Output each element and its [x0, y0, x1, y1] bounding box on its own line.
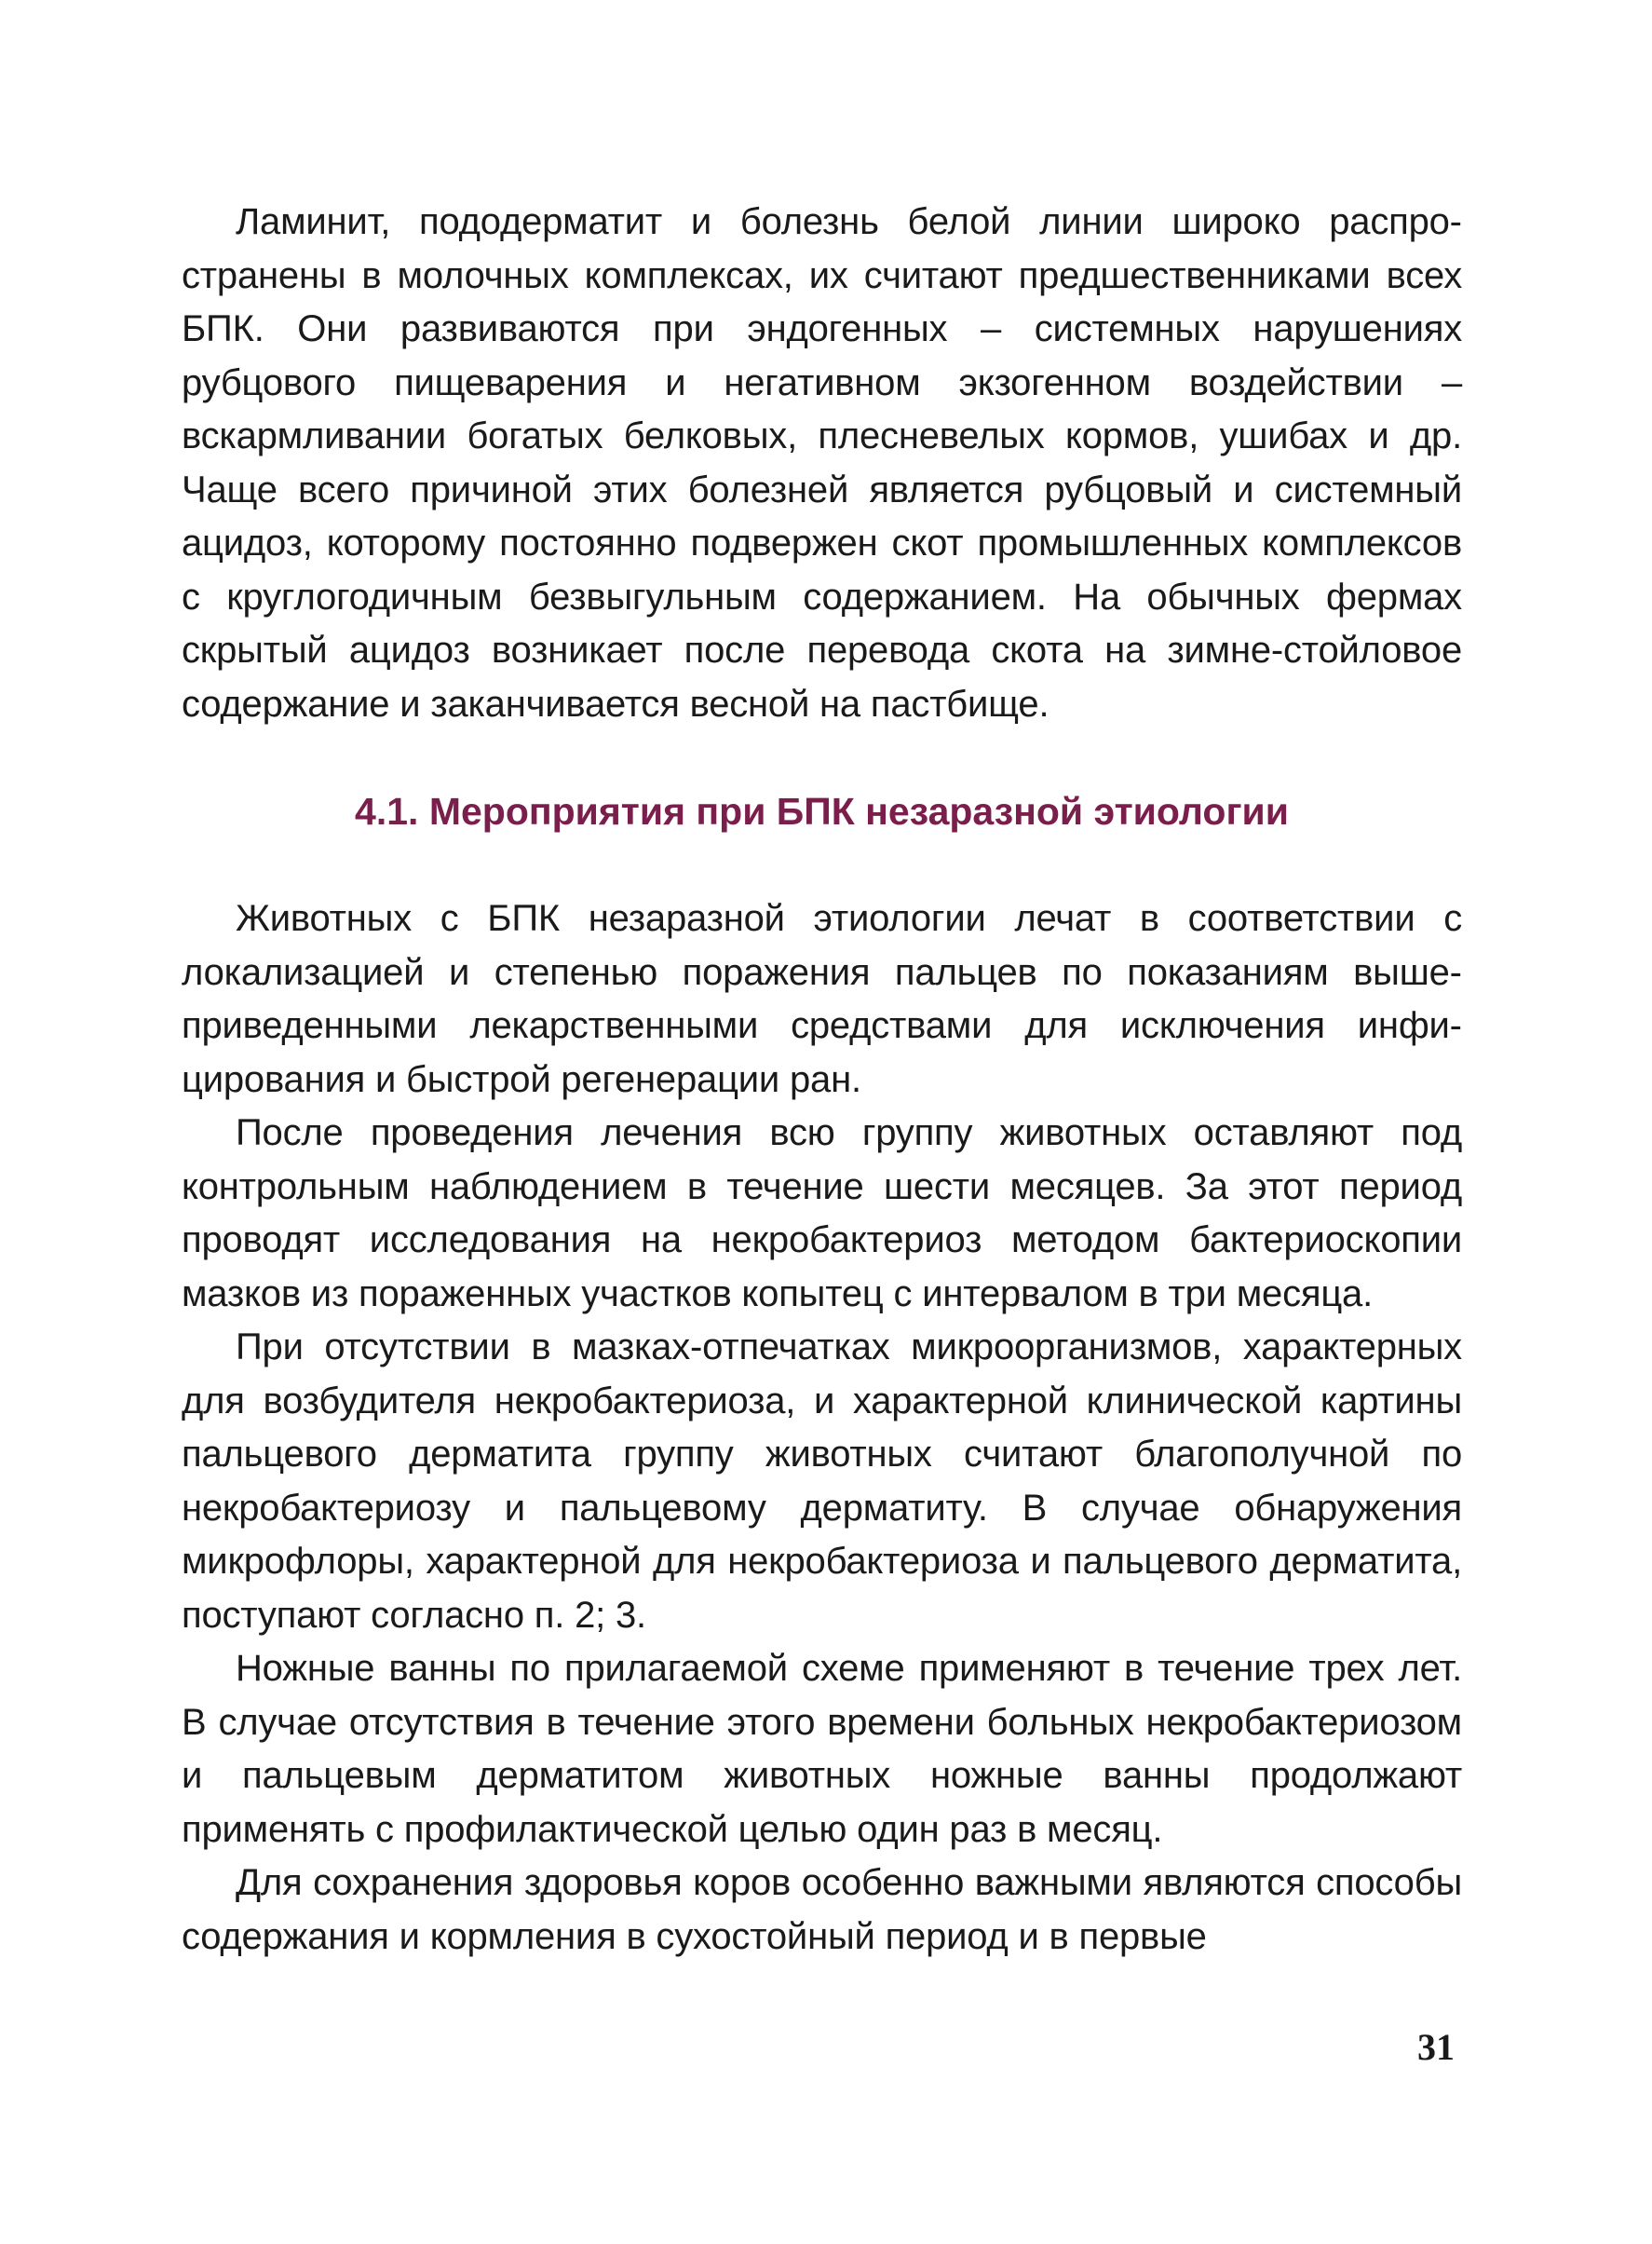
section-heading: 4.1. Мероприятия при БПК незаразной этиологии — [355, 790, 1289, 833]
paragraph-observation: После проведения лечения всю группу животных оставляют под контрольным наблюдением в течение шести месяцев. За этот период проводят исследования на некробактериоз методом бактериоскопии мазков из пораженных участков копытец с интервалом в три месяца. — [182, 1112, 1462, 1314]
page-content — [182, 196, 1462, 1964]
paragraph-smear-results: При отсутствии в мазках-отпечатках микроорганизмов, характерных для возбудителя некробактериоза, и характерной клинической картины пальцевого дерматита группу животных считают благополучной по некробактериозу и пальцевому дерматиту. В случае обнаружения микрофлоры, характерной для некробактериоза и пальцевого дерматита, поступают согласно п. 2; 3. — [182, 1326, 1462, 1636]
body-text — [182, 196, 1462, 1964]
page-number: 31 — [1417, 2026, 1455, 2068]
paragraph-laminitis: Ламинит, пододерматит и болезнь белой линии широко распространены в молочных комплексах, их считают предшественниками всех БПК. Они развиваются при эндогенных – системных нарушениях рубцового пищеварения и негативном экзогенном воздействии – вскармливании богатых белковых, плесневелых кормов, ушибах и др. Чаще всего причиной этих болезней является рубцовый и системный ацидоз, которому постоянно подвержен скот промышленных комплексов с круглогодичным безвыгульным содержанием. На обычных фермах скрытый ацидоз возникает после перевода скота на зимне-стойловое содержание и заканчивается весной на пастбище. — [182, 201, 1462, 725]
paragraph-treatment: Животных с БПК незаразной этиологии лечат в соответствии с локализацией и степенью поражения пальцев по показаниям вышеприведенными лекарственными средствами для исключения инфицирования и быстрой регенерации ран. — [182, 898, 1462, 1100]
paragraph-cow-health: Для сохранения здоровья коров особенно важными являются способы содержания и кормления в сухостойный период и в первые — [182, 1862, 1462, 1957]
paragraph-foot-baths: Ножные ванны по прилагаемой схеме применяют в течение трех лет. В случае отсутствия в течение этого времени больных некробактериозом и пальцевым дерматитом животных ножные ванны продолжают применять с профилактической целью один раз в месяц. — [182, 1648, 1462, 1850]
